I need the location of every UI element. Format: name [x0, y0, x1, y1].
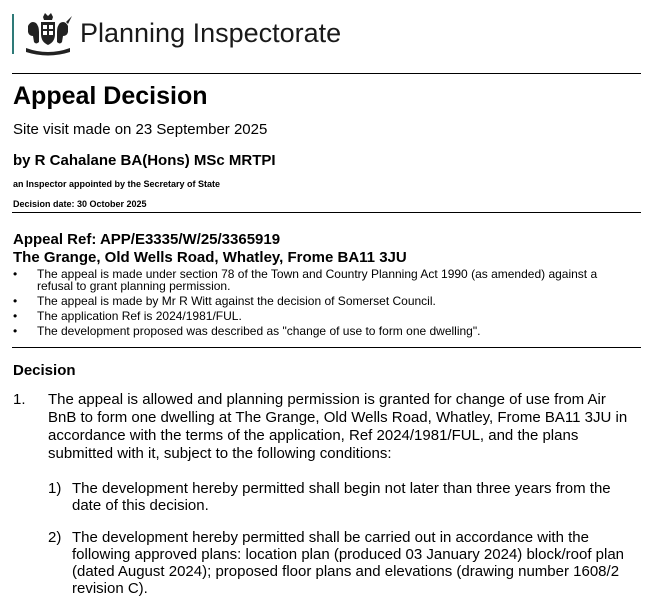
condition-number: 1)	[48, 480, 62, 497]
organisation-name: Planning Inspectorate	[80, 18, 342, 48]
bullet-icon: •	[13, 294, 18, 308]
paragraph-number: 1.	[13, 391, 26, 408]
list-item	[13, 268, 633, 292]
appeal-site-address: The Grange, Old Wells Road, Whatley, Frome BA11 3JU	[13, 249, 407, 266]
page-title: Appeal Decision	[13, 82, 208, 110]
list-item	[13, 310, 633, 322]
condition-text: The development hereby permitted shall begin not later than three years from the date of this decision.	[72, 480, 611, 514]
inspector-name: by R Cahalane BA(Hons) MSc MRTPI	[13, 152, 276, 169]
site-visit-date: Site visit made on 23 September 2025	[13, 121, 268, 138]
appeal-reference: Appeal Ref: APP/E3335/W/25/3365919	[13, 231, 281, 248]
header	[12, 12, 632, 56]
list-item	[13, 325, 633, 337]
condition-number: 2)	[48, 529, 62, 546]
condition-text: The development hereby permitted shall be carried out in accordance with the following approved plans: location plan (produced 03 January 2024) block/roof plan (dated August 2024); proposed floor plans and elevations (drawing number 1608/2 revision C).	[72, 529, 625, 597]
bullet-icon: •	[13, 267, 18, 281]
details-divider	[12, 347, 641, 348]
paragraph-text: The appeal is allowed and planning permission is granted for change of use from Air BnB to form one dwelling at The Grange, Old Wells Road, Whatley, Frome BA11 3JU in accordance with the terms of the application, Ref 2024/1981/FUL, and the plans submitted with it, subject to the following conditions:	[48, 391, 628, 462]
bullet-icon: •	[13, 324, 18, 338]
list-item-text: The appeal is made by Mr R Witt against the decision of Somerset Council.	[37, 294, 436, 308]
header-divider	[12, 73, 641, 74]
decision-date: Decision date: 30 October 2025	[13, 199, 147, 209]
royal-coat-of-arms-icon	[22, 12, 74, 56]
meta-divider	[12, 212, 641, 213]
inspector-appointment: an Inspector appointed by the Secretary of State	[13, 179, 221, 189]
section-heading: Decision	[13, 362, 76, 379]
list-item-text: The development proposed was described as "change of use to form one dwelling".	[37, 324, 481, 338]
list-item-text: The appeal is made under section 78 of the Town and Country Planning Act 1990 (as amended) against a refusal to grant planning permission.	[37, 267, 598, 293]
header-accent-bar	[12, 14, 14, 54]
list-item	[13, 295, 633, 307]
appeal-details-list	[13, 268, 633, 340]
list-item-text: The application Ref is 2024/1981/FUL.	[37, 309, 242, 323]
bullet-icon: •	[13, 309, 18, 323]
